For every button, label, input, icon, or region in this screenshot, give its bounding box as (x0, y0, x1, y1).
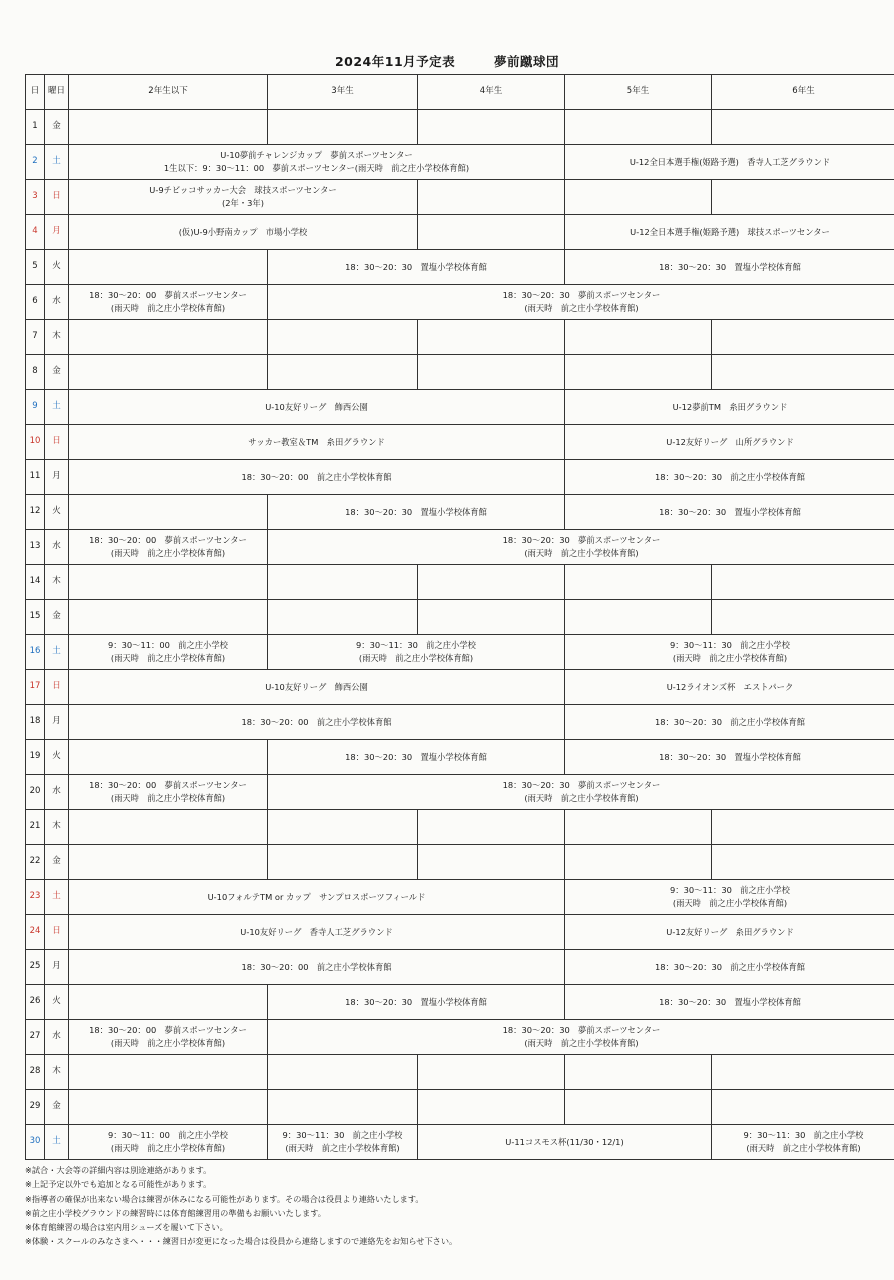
schedule-row (26, 390, 894, 425)
event-cell: U-10夢前チャレンジカップ 夢前スポーツセンター 1生以下：9：30～11：00 夢前スポーツセンター(雨天時 前之庄小学校体育館) (69, 145, 565, 180)
day-cell: 19 (26, 740, 45, 775)
event-cell (268, 1090, 418, 1125)
event-cell (69, 1090, 268, 1125)
day-cell: 16 (26, 635, 45, 670)
event-cell: 18：30～20：30 置塩小学校体育館 (268, 495, 565, 530)
event-cell: U-11コスモス杯(11/30・12/1) (418, 1125, 712, 1160)
header-grade-2-and-under: 2年生以下 (69, 75, 268, 110)
event-cell (565, 565, 712, 600)
schedule-row (26, 950, 894, 985)
schedule-title: 2024年11月予定表 (334, 54, 456, 69)
note: ※上記予定以外でも追加となる可能性があります。 (25, 1179, 212, 1190)
day-cell: 14 (26, 565, 45, 600)
schedule-row (26, 915, 894, 950)
event-cell: 9：30～11：30 前之庄小学校 (雨天時 前之庄小学校体育館) (565, 635, 894, 670)
weekday-cell: 日 (45, 180, 69, 215)
event-cell (565, 1090, 712, 1125)
event-cell (268, 1055, 418, 1090)
event-cell: 9：30～11：30 前之庄小学校 (雨天時 前之庄小学校体育館) (712, 1125, 894, 1160)
weekday-cell: 水 (45, 285, 69, 320)
schedule-row (26, 460, 894, 495)
event-cell (565, 1055, 712, 1090)
schedule-row (26, 530, 894, 565)
day-cell: 21 (26, 810, 45, 845)
day-cell: 22 (26, 845, 45, 880)
schedule-row (26, 320, 894, 355)
event-cell (268, 320, 418, 355)
header-grade-3: 3年生 (268, 75, 418, 110)
event-cell: 18：30～20：30 置塩小学校体育館 (268, 250, 565, 285)
weekday-cell: 土 (45, 880, 69, 915)
event-cell: U-12ライオンズ杯 エストパーク (565, 670, 894, 705)
event-cell (418, 600, 565, 635)
event-cell (418, 110, 565, 145)
day-cell: 26 (26, 985, 45, 1020)
weekday-cell: 土 (45, 635, 69, 670)
event-cell: 18：30～20：30 置塩小学校体育館 (565, 985, 894, 1020)
event-cell: U-9チビッコサッカー大会 球技スポーツセンター (2年・3年) (69, 180, 418, 215)
note: ※体験・スクールのみなさまへ・・・練習日が変更になった場合は役員から連絡しますので連絡先をお知らせ下さい。 (25, 1236, 458, 1247)
weekday-cell: 金 (45, 845, 69, 880)
day-cell: 4 (26, 215, 45, 250)
event-cell: U-12全日本選手権(姫路予選) 香寺人工芝グラウンド (565, 145, 894, 180)
event-cell (69, 355, 268, 390)
day-cell: 23 (26, 880, 45, 915)
event-cell (712, 845, 894, 880)
header-grade-4: 4年生 (418, 75, 565, 110)
schedule-row (26, 355, 894, 390)
event-cell: U-12夢前TM 糸田グラウンド (565, 390, 894, 425)
day-cell: 3 (26, 180, 45, 215)
event-cell (712, 1055, 894, 1090)
event-cell (268, 845, 418, 880)
event-cell: 18：30～20：00 前之庄小学校体育館 (69, 950, 565, 985)
event-cell (712, 355, 894, 390)
day-cell: 24 (26, 915, 45, 950)
day-cell: 29 (26, 1090, 45, 1125)
weekday-cell: 金 (45, 355, 69, 390)
event-cell: 18：30～20：30 前之庄小学校体育館 (565, 950, 894, 985)
schedule-table (25, 74, 894, 1160)
weekday-cell: 月 (45, 460, 69, 495)
header-grade-6: 6年生 (712, 75, 894, 110)
schedule-row (26, 1055, 894, 1090)
event-cell: 18：30～20：30 置塩小学校体育館 (565, 740, 894, 775)
weekday-cell: 水 (45, 775, 69, 810)
event-cell: 18：30～20：00 夢前スポーツセンター (雨天時 前之庄小学校体育館) (69, 775, 268, 810)
event-cell (69, 1055, 268, 1090)
event-cell (69, 845, 268, 880)
event-cell (418, 1090, 565, 1125)
event-cell: 18：30～20：30 置塩小学校体育館 (268, 985, 565, 1020)
schedule-row (26, 985, 894, 1020)
notes (25, 1163, 457, 1249)
schedule-row (26, 215, 894, 250)
event-cell: U-10友好リーグ 香寺人工芝グラウンド (69, 915, 565, 950)
event-cell: 18：30～20：30 夢前スポーツセンター (雨天時 前之庄小学校体育館) (268, 530, 894, 565)
schedule-row (26, 1020, 894, 1055)
event-cell (565, 180, 712, 215)
day-cell: 2 (26, 145, 45, 180)
day-cell: 30 (26, 1125, 45, 1160)
note: ※試合・大会等の詳細内容は別途連絡があります。 (25, 1165, 212, 1175)
event-cell (565, 355, 712, 390)
day-cell: 25 (26, 950, 45, 985)
header-day: 日 (26, 75, 45, 110)
weekday-cell: 月 (45, 950, 69, 985)
weekday-cell: 日 (45, 915, 69, 950)
event-cell (712, 810, 894, 845)
event-cell: 18：30～20：30 夢前スポーツセンター (雨天時 前之庄小学校体育館) (268, 775, 894, 810)
header-grade-5: 5年生 (565, 75, 712, 110)
event-cell: 18：30～20：00 夢前スポーツセンター (雨天時 前之庄小学校体育館) (69, 530, 268, 565)
event-cell (418, 320, 565, 355)
weekday-cell: 月 (45, 705, 69, 740)
day-cell: 18 (26, 705, 45, 740)
weekday-cell: 土 (45, 145, 69, 180)
weekday-cell: 月 (45, 215, 69, 250)
event-cell (268, 565, 418, 600)
schedule-row (26, 670, 894, 705)
event-cell (712, 1090, 894, 1125)
event-cell (565, 810, 712, 845)
day-cell: 28 (26, 1055, 45, 1090)
event-cell: 18：30～20：30 夢前スポーツセンター (雨天時 前之庄小学校体育館) (268, 285, 894, 320)
event-cell (69, 600, 268, 635)
schedule-row (26, 845, 894, 880)
day-cell: 27 (26, 1020, 45, 1055)
event-cell: 18：30～20：30 置塩小学校体育館 (565, 250, 894, 285)
event-cell: 18：30～20：00 夢前スポーツセンター (雨天時 前之庄小学校体育館) (69, 285, 268, 320)
event-cell: U-12友好リーグ 糸田グラウンド (565, 915, 894, 950)
weekday-cell: 金 (45, 1090, 69, 1125)
schedule-row (26, 705, 894, 740)
event-cell (712, 180, 894, 215)
event-cell: U-10フォルテTM or カップ サンプロスポーツフィールド (69, 880, 565, 915)
weekday-cell: 火 (45, 250, 69, 285)
day-cell: 15 (26, 600, 45, 635)
weekday-cell: 金 (45, 110, 69, 145)
day-cell: 7 (26, 320, 45, 355)
day-cell: 13 (26, 530, 45, 565)
note: ※前之庄小学校グラウンドの練習時には体育館練習用の準備もお願いいたします。 (25, 1207, 326, 1218)
schedule-body (26, 110, 894, 1160)
event-cell: 18：30～20：00 前之庄小学校体育館 (69, 705, 565, 740)
weekday-cell: 土 (45, 1125, 69, 1160)
event-cell: 9：30～11：30 前之庄小学校 (雨天時 前之庄小学校体育館) (268, 1125, 418, 1160)
weekday-cell: 木 (45, 565, 69, 600)
day-cell: 8 (26, 355, 45, 390)
event-cell (712, 600, 894, 635)
weekday-cell: 日 (45, 425, 69, 460)
schedule-row (26, 1090, 894, 1125)
event-cell: 9：30～11：30 前之庄小学校 (雨天時 前之庄小学校体育館) (565, 880, 894, 915)
event-cell (268, 355, 418, 390)
schedule-row (26, 740, 894, 775)
event-cell: (仮)U-9小野南カップ 市場小学校 (69, 215, 418, 250)
day-cell: 9 (26, 390, 45, 425)
weekday-cell: 木 (45, 1055, 69, 1090)
schedule-row (26, 880, 894, 915)
schedule-row (26, 285, 894, 320)
event-cell (565, 110, 712, 145)
day-cell: 6 (26, 285, 45, 320)
day-cell: 1 (26, 110, 45, 145)
event-cell (69, 810, 268, 845)
weekday-cell: 火 (45, 495, 69, 530)
event-cell (268, 110, 418, 145)
event-cell (712, 110, 894, 145)
note: ※体育館練習の場合は室内用シューズを履いて下さい。 (25, 1222, 228, 1233)
schedule-row (26, 110, 894, 145)
event-cell: U-12友好リーグ 山所グラウンド (565, 425, 894, 460)
event-cell: U-10友好リーグ 飾西公園 (69, 390, 565, 425)
event-cell: 18：30～20：30 前之庄小学校体育館 (565, 460, 894, 495)
event-cell (418, 180, 565, 215)
event-cell (268, 600, 418, 635)
event-cell (565, 320, 712, 355)
schedule-row (26, 565, 894, 600)
day-cell: 20 (26, 775, 45, 810)
weekday-cell: 金 (45, 600, 69, 635)
event-cell (712, 565, 894, 600)
event-cell: 18：30～20：00 前之庄小学校体育館 (69, 460, 565, 495)
schedule-row (26, 1125, 894, 1160)
event-cell: U-12全日本選手権(姫路予選) 球技スポーツセンター (565, 215, 894, 250)
weekday-cell: 水 (45, 1020, 69, 1055)
event-cell (418, 1055, 565, 1090)
header-weekday: 曜日 (45, 75, 69, 110)
day-cell: 17 (26, 670, 45, 705)
event-cell: 18：30～20：30 前之庄小学校体育館 (565, 705, 894, 740)
day-cell: 12 (26, 495, 45, 530)
event-cell (418, 565, 565, 600)
schedule-row (26, 600, 894, 635)
event-cell (418, 355, 565, 390)
event-cell: 9：30～11：00 前之庄小学校 (雨天時 前之庄小学校体育館) (69, 635, 268, 670)
event-cell (418, 845, 565, 880)
event-cell (565, 845, 712, 880)
event-cell: U-10友好リーグ 飾西公園 (69, 670, 565, 705)
event-cell (268, 810, 418, 845)
event-cell: 18：30～20：00 夢前スポーツセンター (雨天時 前之庄小学校体育館) (69, 1020, 268, 1055)
event-cell (69, 985, 268, 1020)
weekday-cell: 土 (45, 390, 69, 425)
event-cell (69, 250, 268, 285)
weekday-cell: 木 (45, 810, 69, 845)
schedule-row (26, 180, 894, 215)
schedule-row (26, 425, 894, 460)
event-cell: 9：30～11：00 前之庄小学校 (雨天時 前之庄小学校体育館) (69, 1125, 268, 1160)
day-cell: 5 (26, 250, 45, 285)
event-cell (69, 565, 268, 600)
weekday-cell: 日 (45, 670, 69, 705)
event-cell: 18：30～20：30 置塩小学校体育館 (565, 495, 894, 530)
event-cell (712, 320, 894, 355)
weekday-cell: 火 (45, 985, 69, 1020)
day-cell: 10 (26, 425, 45, 460)
schedule-row (26, 495, 894, 530)
club-name: 夢前蹴球団 (494, 54, 560, 69)
schedule-row (26, 250, 894, 285)
event-cell (565, 600, 712, 635)
schedule-row (26, 635, 894, 670)
event-cell (69, 320, 268, 355)
event-cell (69, 110, 268, 145)
event-cell (69, 495, 268, 530)
event-cell: サッカー教室＆TM 糸田グラウンド (69, 425, 565, 460)
event-cell: 9：30～11：30 前之庄小学校 (雨天時 前之庄小学校体育館) (268, 635, 565, 670)
schedule-row (26, 775, 894, 810)
event-cell (418, 810, 565, 845)
event-cell (418, 215, 565, 250)
page-title (0, 52, 894, 70)
weekday-cell: 木 (45, 320, 69, 355)
day-cell: 11 (26, 460, 45, 495)
event-cell: 18：30～20：30 置塩小学校体育館 (268, 740, 565, 775)
header-row (26, 75, 894, 110)
event-cell (69, 740, 268, 775)
schedule-row (26, 810, 894, 845)
weekday-cell: 水 (45, 530, 69, 565)
event-cell: 18：30～20：30 夢前スポーツセンター (雨天時 前之庄小学校体育館) (268, 1020, 894, 1055)
note: ※指導者の確保が出来ない場合は練習が休みになる可能性があります。その場合は役員より連絡いたします。 (25, 1193, 424, 1204)
schedule-row (26, 145, 894, 180)
weekday-cell: 火 (45, 740, 69, 775)
